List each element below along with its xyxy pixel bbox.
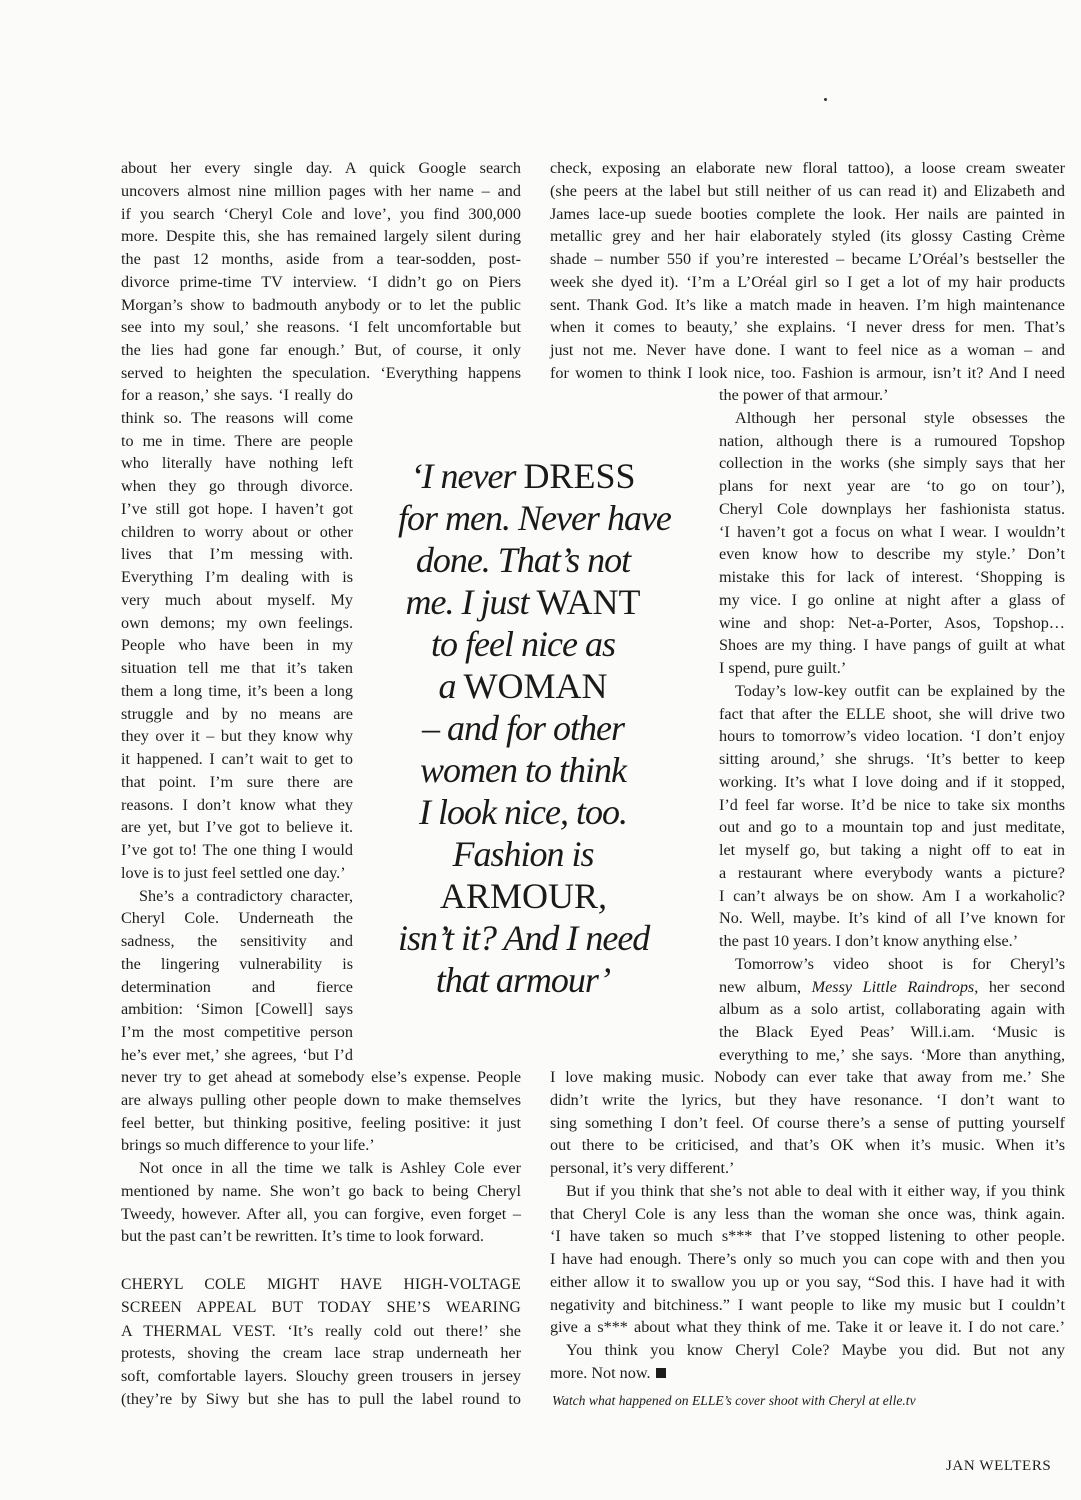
article-line: James lace-up suede booties complete the look. Her nails are painted in xyxy=(550,204,1065,223)
article-line: to me in time. There are people xyxy=(121,431,353,450)
article-line: very much about myself. My xyxy=(121,590,353,609)
article-line: working. It’s what I love doing and if it stopped, xyxy=(719,772,1065,791)
article-line: Today’s low-key outfit can be explained by the xyxy=(735,681,1065,700)
article-line: the lingering vulnerability is xyxy=(121,954,353,973)
article-line: metallic grey and her hair elaborately styled (its glossy Casting Crème xyxy=(550,227,1065,246)
article-line: (they’re by Siwy but she has to pull the label round to xyxy=(121,1389,521,1408)
article-line: protests, shoving the cream lace strap underneath her xyxy=(121,1344,521,1363)
article-line: nation, although there is a rumoured Topshop xyxy=(719,431,1065,450)
album-title: Messy Little Raindrops xyxy=(811,977,975,996)
article-line: either allow it to swallow you up or you say, “Sod this. I have had it with xyxy=(550,1272,1065,1291)
article-line: fact that after the ELLE shoot, she will drive two xyxy=(719,704,1065,723)
photo-credit: JAN WELTERS xyxy=(946,1458,1052,1474)
article-line: when they go through divorce. xyxy=(121,477,353,495)
article-line: determination and fierce xyxy=(121,977,353,996)
article-line: they over it – but they know why xyxy=(121,727,353,746)
article-line: I’ve still got hope. I haven’t got xyxy=(121,499,353,518)
pull-quote-line: ARMOUR, xyxy=(439,876,607,916)
article-line: People who have been in my xyxy=(121,636,353,655)
article-line: think so. The reasons will come xyxy=(121,408,353,427)
article-line: the power of that armour.’ xyxy=(719,386,889,404)
article-line: I’m the most competitive person xyxy=(121,1023,353,1041)
article-line: SCREEN APPEAL BUT TODAY SHE’S WEARING xyxy=(121,1298,521,1316)
article-line: CHERYL COLE MIGHT HAVE HIGH-VOLTAGE xyxy=(121,1276,521,1293)
article-line: She’s a contradictory character, xyxy=(139,886,353,905)
article-line: But if you think that she’s not able to deal with it either way, if you think xyxy=(566,1181,1065,1200)
article-line: a restaurant where everybody wants a picture? xyxy=(719,863,1065,882)
article-line: I can’t always be on show. Am I a workaholic? xyxy=(719,886,1065,905)
article-line: struggle and by no means are xyxy=(121,704,353,723)
article-line: hours to tomorrow’s video location. ‘I don’t enjoy xyxy=(719,727,1065,746)
article-line: Tomorrow’s video shoot is for Cheryl’s xyxy=(735,954,1065,973)
article-line: it happened. I can’t wait to get to xyxy=(121,750,353,768)
article-line: the past 12 months, aside from a tear-sodden, post- xyxy=(121,250,521,268)
article-line: uncovers almost nine million pages with her name – and xyxy=(121,181,521,200)
article-line: them a long time, it’s been a long xyxy=(121,681,353,700)
article-line: new album, Messy Little Raindrops, her second xyxy=(719,977,1066,996)
article-line: mentioned by name. She won’t go back to being Cheryl xyxy=(121,1181,521,1200)
article-line: Everything I’m dealing with is xyxy=(121,568,353,586)
pull-quote-line: I look nice, too. xyxy=(419,792,627,832)
article-line: negativity and bitchiness.” I want people to like my music but I couldn’t xyxy=(550,1295,1065,1314)
article-line: more. Despite this, she has remained largely silent during xyxy=(121,227,521,246)
article-line: love is to just feel settled one day.’ xyxy=(121,863,346,882)
pull-quote-line: that armour’ xyxy=(435,960,611,1000)
pull-quote-line: a WOMAN xyxy=(438,666,608,706)
article-line: for a reason,’ she says. ‘I really do xyxy=(121,386,353,404)
article-line: divorce prime-time TV interview. ‘I didn’t go on Piers xyxy=(121,272,521,291)
article-line: Although her personal style obsesses the xyxy=(735,408,1065,427)
pull-quote-line: ‘I never DRESS xyxy=(410,456,636,496)
article-line: are always pulling other people down to make themselves xyxy=(121,1090,521,1109)
article-line: own demons; my own feelings. xyxy=(121,613,353,632)
article-line: feel better, but thinking positive, feeling positive: it just xyxy=(121,1113,521,1132)
article-line: week she dyed it). ‘I’m a L’Oréal girl so I get a lot of my hair products xyxy=(550,272,1065,291)
pull-quote-line: done. That’s not xyxy=(415,540,631,580)
article-line: collection in the works (she simply says that her xyxy=(719,454,1065,473)
article-line: if you search ‘Cheryl Cole and love’, you find 300,000 xyxy=(121,204,521,223)
pull-quote-line: isn’t it? And I need xyxy=(398,918,650,958)
article-line: are yet, but I’ve got to believe it. xyxy=(121,818,353,837)
article-line: about her every single day. A quick Google search xyxy=(121,159,521,177)
article-line: served to heighten the speculation. ‘Everything happens xyxy=(121,363,521,382)
article-line: that point. I’m sure there are xyxy=(121,772,353,791)
article-line: the lies had gone far enough.’ But, of course, it only xyxy=(121,341,521,359)
article-line: my vice. I go online at night after a glass of xyxy=(719,590,1065,609)
article-line: sitting around,’ she shrugs. ‘It’s better to keep xyxy=(719,750,1065,768)
article-line: Morgan’s show to badmouth anybody or to let the public xyxy=(121,295,521,314)
article-line: mistake this for lack of interest. ‘Shopping is xyxy=(719,568,1065,586)
video-caption: Watch what happened on ELLE’s cover shoot with Cheryl at elle.tv xyxy=(552,1393,916,1408)
article-line: see into my soul,’ she reasons. ‘I felt uncomfortable but xyxy=(121,318,521,337)
end-mark xyxy=(656,1368,666,1378)
article-line: wine and shop: Net-a-Porter, Asos, Topshop… xyxy=(719,613,1065,632)
article-line: situation tell me that it’s taken xyxy=(121,659,353,677)
article-line: shade – number 550 if you’re interested – became L’Oréal’s bestseller the xyxy=(550,250,1065,268)
article-line: plans for next year are ‘to go on tour’), xyxy=(719,477,1065,495)
article-line: brings so much difference to your life.’ xyxy=(121,1136,375,1155)
article-line: I spend, pure guilt.’ xyxy=(719,659,847,677)
article-line: let myself go, but taking a night off to eat in xyxy=(719,841,1065,859)
pull-quote-line: Fashion is xyxy=(452,834,594,874)
article-line: album as a solo artist, collaborating again with xyxy=(719,1000,1065,1019)
article-line: out and go to a mountain top and just meditate, xyxy=(719,818,1065,837)
article-line: Tweedy, however. After all, you can forgive, even forget – xyxy=(121,1204,521,1223)
article-line: sing something I don’t feel. Of course there’s a sense of putting yourself xyxy=(550,1113,1065,1132)
article-line: more. Not now. xyxy=(550,1362,1065,1385)
pull-quote-line: me. I just WANT xyxy=(405,582,641,622)
article-line: didn’t write the lyrics, but they have resonance. ‘I don’t want to xyxy=(550,1090,1065,1109)
article-line: I love making music. Nobody can ever take that away from me.’ She xyxy=(550,1068,1065,1086)
article-line: never try to get ahead at somebody else’s expense. People xyxy=(121,1068,521,1086)
article-line: reasons. I don’t know what they xyxy=(121,795,353,814)
article-line: No. Well, maybe. It’s kind of all I’ve known for xyxy=(719,909,1065,928)
article-line: soft, comfortable layers. Slouchy green trousers in jersey xyxy=(121,1367,521,1385)
article-line: when it comes to beauty,’ she explains. ‘I never dress for men. That’s xyxy=(550,318,1065,337)
article-line: check, exposing an elaborate new floral tattoo), a loose cream sweater xyxy=(550,159,1065,177)
article-line: just not me. Never have done. I want to feel nice as a woman – and xyxy=(550,341,1065,359)
pull-quote-line: women to think xyxy=(420,750,626,790)
article-line: I have had enough. There’s only so much you can cope with and then you xyxy=(550,1250,1065,1268)
article-line: out there to be criticised, and that’s OK when it’s music. When it’s xyxy=(550,1136,1065,1155)
article-line: sadness, the sensitivity and xyxy=(121,932,353,950)
article-line: ‘I haven’t got a focus on what I wear. I wouldn’t xyxy=(719,522,1065,541)
pull-quote-line: for men. Never have xyxy=(398,498,671,538)
article-line: everything to me,’ she says. ‘More than anything, xyxy=(719,1045,1065,1064)
article-line: I’d feel far worse. It’d be nice to take six months xyxy=(719,795,1065,814)
article-line: the past 10 years. I don’t know anything else.’ xyxy=(719,932,1019,950)
article-line: he’s ever met,’ she agrees, ‘but I’d xyxy=(121,1045,353,1064)
article-line: Cheryl Cole. Underneath the xyxy=(121,909,353,928)
article-line: Not once in all the time we talk is Ashley Cole ever xyxy=(139,1159,521,1177)
article-line: for women to think I look nice, too. Fashion is armour, isn’t it? And I need xyxy=(550,363,1065,382)
article-line: sent. Thank God. It’s like a match made in heaven. I’m high maintenance xyxy=(550,295,1065,314)
pull-quote-line: to feel nice as xyxy=(431,624,615,664)
print-speck xyxy=(824,98,827,101)
pull-quote xyxy=(398,455,671,1001)
article-line: You think you know Cheryl Cole? Maybe you did. But not any xyxy=(566,1341,1065,1359)
article-line: personal, it’s very different.’ xyxy=(550,1159,735,1177)
article-line: even know how to describe my style.’ Don’t xyxy=(719,545,1065,564)
article-line: children to worry about or other xyxy=(121,522,353,541)
article-line: (she peers at the label but still neither of us can read it) and Elizabeth and xyxy=(550,181,1065,200)
article-line: A THERMAL VEST. ‘It’s really cold out there!’ she xyxy=(121,1321,521,1340)
article-line: but the past can’t be rewritten. It’s time to look forward. xyxy=(121,1227,484,1246)
article-line: the Black Eyed Peas’ Will.i.am. ‘Music is xyxy=(719,1023,1065,1041)
article-line: Cheryl Cole downplays her fashionista status. xyxy=(719,499,1065,518)
article-line: that Cheryl Cole is any less than the woman she once was, think again. xyxy=(550,1204,1065,1223)
article-line: give a s*** about what they think of me. Take it or leave it. I do not care.’ xyxy=(550,1318,1065,1337)
article-line: Shoes are my thing. I have pangs of guilt at what xyxy=(719,636,1065,655)
article-line: lives that I’m messing with. xyxy=(121,545,353,564)
article-line: ‘I have taken so much s*** that I’ve stopped listening to other people. xyxy=(550,1227,1065,1246)
article-line: I’ve got to! The one thing I would xyxy=(121,841,353,859)
article-line: who literally have nothing left xyxy=(121,454,353,473)
article-line: ambition: ‘Simon [Cowell] says xyxy=(121,1000,353,1019)
pull-quote-line: – and for other xyxy=(421,708,624,748)
